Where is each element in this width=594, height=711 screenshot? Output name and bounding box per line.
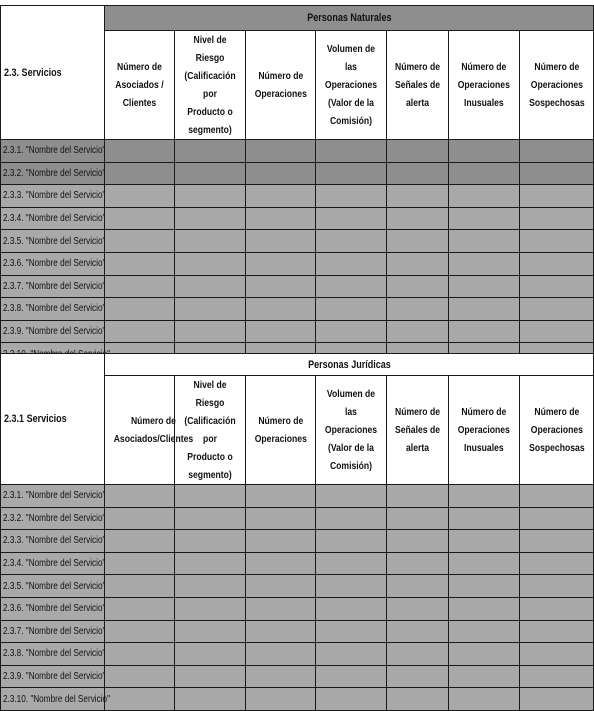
table-cell[interactable]	[246, 575, 316, 598]
table-cell[interactable]	[520, 275, 594, 298]
table-cell[interactable]	[387, 665, 449, 688]
table-cell[interactable]	[175, 162, 246, 185]
table-row	[1, 643, 594, 666]
column-header: Número de Operaciones Inusuales	[449, 376, 520, 485]
row-label[interactable]: 2.3.3. "Nombre del Servicio"	[1, 185, 105, 208]
table-cell[interactable]	[246, 140, 316, 163]
table-cell[interactable]	[449, 597, 520, 620]
row-label[interactable]: 2.3.2. "Nombre del Servicio"	[1, 162, 105, 185]
group-title: Personas Naturales	[105, 6, 594, 31]
table-cell[interactable]	[175, 507, 246, 530]
column-header: Nivel de Riesgo (Calificación por Producto o segmento)	[175, 31, 246, 140]
table-cell[interactable]	[449, 275, 520, 298]
table-cell[interactable]	[316, 230, 387, 253]
table-cell[interactable]	[105, 140, 175, 163]
table-cell[interactable]	[449, 162, 520, 185]
table-cell[interactable]	[105, 688, 175, 711]
table-cell[interactable]	[316, 185, 387, 208]
table-cell[interactable]	[175, 552, 246, 575]
table-row	[1, 162, 594, 185]
table-cell[interactable]	[449, 252, 520, 275]
table-cell[interactable]	[520, 230, 594, 253]
table-cell[interactable]	[246, 320, 316, 343]
table-cell[interactable]	[520, 320, 594, 343]
row-label[interactable]: 2.3.8. "Nombre del Servicio"	[1, 298, 105, 321]
table-cell[interactable]	[105, 320, 175, 343]
table-cell[interactable]	[316, 552, 387, 575]
table-cell[interactable]	[387, 597, 449, 620]
table-cell[interactable]	[246, 620, 316, 643]
table-cell[interactable]	[175, 688, 246, 711]
table-body	[1, 485, 594, 711]
table-cell[interactable]	[387, 620, 449, 643]
table-cell[interactable]	[387, 485, 449, 508]
table-cell[interactable]	[387, 185, 449, 208]
table-cell[interactable]	[105, 185, 175, 208]
table-cell[interactable]	[105, 665, 175, 688]
table-cell[interactable]	[520, 298, 594, 321]
table-row	[1, 620, 594, 643]
table-cell[interactable]	[316, 665, 387, 688]
column-header: Número de Señales de alerta	[387, 31, 449, 140]
table-cell[interactable]	[105, 530, 175, 553]
table-cell[interactable]	[175, 575, 246, 598]
table-cell[interactable]	[105, 552, 175, 575]
table-cell[interactable]	[449, 185, 520, 208]
row-label[interactable]: 2.3.4. "Nombre del Servicio"	[1, 207, 105, 230]
table-cell[interactable]	[449, 230, 520, 253]
table-cell[interactable]	[175, 140, 246, 163]
table-cell[interactable]	[449, 575, 520, 598]
table-cell[interactable]	[387, 575, 449, 598]
table-cell[interactable]	[449, 320, 520, 343]
table-cell[interactable]	[520, 665, 594, 688]
row-label[interactable]: 2.3.4. "Nombre del Servicio"	[1, 552, 105, 575]
row-label[interactable]: 2.3.1. "Nombre del Servicio"	[1, 485, 105, 508]
table-cell[interactable]	[105, 230, 175, 253]
table-cell[interactable]	[449, 207, 520, 230]
table-row	[1, 552, 594, 575]
column-header: Número de Operaciones Sospechosas	[520, 31, 594, 140]
table-cell[interactable]	[520, 530, 594, 553]
column-header: Número de Operaciones Sospechosas	[520, 376, 594, 485]
row-label[interactable]: 2.3.1. "Nombre del Servicio"	[1, 140, 105, 163]
table-row	[1, 320, 594, 343]
table-cell[interactable]	[316, 320, 387, 343]
table-cell[interactable]	[387, 320, 449, 343]
column-header: Número de Señales de alerta	[387, 376, 449, 485]
table-cell[interactable]	[387, 530, 449, 553]
table-row	[1, 298, 594, 321]
row-label[interactable]: 2.3.5. "Nombre del Servicio"	[1, 230, 105, 253]
table-cell[interactable]	[246, 275, 316, 298]
table-cell[interactable]	[175, 597, 246, 620]
column-header: Número de Operaciones Inusuales	[449, 31, 520, 140]
table-cell[interactable]	[105, 620, 175, 643]
table-cell[interactable]	[316, 275, 387, 298]
table-cell[interactable]	[387, 643, 449, 666]
column-header: Volumen de las Operaciones (Valor de la Comisión)	[316, 31, 387, 140]
table-cell[interactable]	[520, 688, 594, 711]
table-cell[interactable]	[449, 665, 520, 688]
table-row	[1, 507, 594, 530]
column-header: Volumen de las Operaciones (Valor de la Comisión)	[316, 376, 387, 485]
table-row	[1, 665, 594, 688]
table-cell[interactable]	[175, 185, 246, 208]
table-cell[interactable]	[449, 552, 520, 575]
table-cell[interactable]	[175, 252, 246, 275]
table-cell[interactable]	[316, 530, 387, 553]
table-cell[interactable]	[175, 320, 246, 343]
table-cell[interactable]	[387, 275, 449, 298]
table-cell[interactable]	[520, 140, 594, 163]
row-label[interactable]: 2.3.9. "Nombre del Servicio"	[1, 320, 105, 343]
table-cell[interactable]	[246, 688, 316, 711]
table-cell[interactable]	[175, 485, 246, 508]
table-cell[interactable]	[520, 485, 594, 508]
table-body	[1, 140, 594, 366]
column-header: Número de Asociados / Clientes	[105, 31, 175, 140]
table-personas-juridicas	[0, 353, 594, 711]
table-cell[interactable]	[105, 597, 175, 620]
table-cell[interactable]	[449, 140, 520, 163]
table-cell[interactable]	[105, 298, 175, 321]
row-label[interactable]: 2.3.6. "Nombre del Servicio"	[1, 597, 105, 620]
table-cell[interactable]	[246, 162, 316, 185]
table-cell[interactable]	[175, 643, 246, 666]
table-cell[interactable]	[387, 298, 449, 321]
column-header: Número de Operaciones	[246, 376, 316, 485]
table-cell[interactable]	[175, 207, 246, 230]
table-cell[interactable]	[105, 485, 175, 508]
table-cell[interactable]	[175, 275, 246, 298]
table-cell[interactable]	[246, 597, 316, 620]
row-label[interactable]: 2.3.9. "Nombre del Servicio"	[1, 665, 105, 688]
table-row	[1, 597, 594, 620]
table-row	[1, 485, 594, 508]
table-cell[interactable]	[520, 162, 594, 185]
table-cell[interactable]	[449, 485, 520, 508]
table-cell[interactable]	[316, 620, 387, 643]
table-cell[interactable]	[105, 162, 175, 185]
table-cell[interactable]	[387, 207, 449, 230]
table-cell[interactable]	[316, 485, 387, 508]
row-label[interactable]: 2.3.5. "Nombre del Servicio"	[1, 575, 105, 598]
table-cell[interactable]	[105, 275, 175, 298]
table-cell[interactable]	[246, 252, 316, 275]
row-label[interactable]: 2.3.10. "Nombre del Servicio"	[1, 688, 105, 711]
table-cell[interactable]	[449, 688, 520, 711]
table-cell[interactable]	[387, 162, 449, 185]
table-cell[interactable]	[387, 140, 449, 163]
table-cell[interactable]	[316, 298, 387, 321]
table-cell[interactable]	[387, 507, 449, 530]
table-cell[interactable]	[175, 530, 246, 553]
table-cell[interactable]	[520, 185, 594, 208]
table-cell[interactable]	[520, 643, 594, 666]
table-cell[interactable]	[246, 643, 316, 666]
group-title: Personas Jurídicas	[105, 354, 594, 376]
table-cell[interactable]	[105, 207, 175, 230]
table-cell[interactable]	[520, 552, 594, 575]
table-cell[interactable]	[316, 688, 387, 711]
table-cell[interactable]	[449, 530, 520, 553]
table-cell[interactable]	[449, 620, 520, 643]
table-cell[interactable]	[175, 230, 246, 253]
table-cell[interactable]	[316, 643, 387, 666]
table-cell[interactable]	[387, 552, 449, 575]
table-cell[interactable]	[105, 507, 175, 530]
table-cell[interactable]	[105, 252, 175, 275]
table-cell[interactable]	[175, 665, 246, 688]
table-cell[interactable]	[316, 162, 387, 185]
row-label[interactable]: 2.3.8. "Nombre del Servicio"	[1, 643, 105, 666]
table-row	[1, 575, 594, 598]
table-cell[interactable]	[246, 485, 316, 508]
table-row	[1, 688, 594, 711]
table-cell[interactable]	[316, 207, 387, 230]
table-cell[interactable]	[316, 507, 387, 530]
table-row	[1, 530, 594, 553]
table-cell[interactable]	[520, 575, 594, 598]
table-cell[interactable]	[246, 552, 316, 575]
row-label[interactable]: 2.3.7. "Nombre del Servicio"	[1, 275, 105, 298]
row-label[interactable]: 2.3.6. "Nombre del Servicio"	[1, 252, 105, 275]
table-cell[interactable]	[246, 207, 316, 230]
table-cell[interactable]	[316, 575, 387, 598]
table-cell[interactable]	[175, 298, 246, 321]
table-row	[1, 230, 594, 253]
table-cell[interactable]	[246, 530, 316, 553]
column-header: Número de Asociados/Clientes	[105, 376, 175, 485]
table-cell[interactable]	[105, 643, 175, 666]
table-cell[interactable]	[449, 643, 520, 666]
table-cell[interactable]	[246, 230, 316, 253]
table-cell[interactable]	[520, 507, 594, 530]
table-cell[interactable]	[246, 298, 316, 321]
table-cell[interactable]	[316, 140, 387, 163]
column-header: Nivel de Riesgo (Calificación por Producto o segmento)	[175, 376, 246, 485]
table-row	[1, 185, 594, 208]
table-cell[interactable]	[449, 507, 520, 530]
table-cell[interactable]	[316, 597, 387, 620]
table-row	[1, 275, 594, 298]
row-label[interactable]: 2.3.7. "Nombre del Servicio"	[1, 620, 105, 643]
table-cell[interactable]	[387, 252, 449, 275]
section-label: 2.3.1 Servicios	[1, 354, 105, 485]
table-cell[interactable]	[316, 252, 387, 275]
row-label[interactable]: 2.3.3. "Nombre del Servicio"	[1, 530, 105, 553]
table-cell[interactable]	[520, 207, 594, 230]
column-header: Número de Operaciones	[246, 31, 316, 140]
table-cell[interactable]	[387, 230, 449, 253]
table-cell[interactable]	[175, 620, 246, 643]
table-cell[interactable]	[105, 575, 175, 598]
table-personas-naturales	[0, 5, 594, 366]
table-cell[interactable]	[246, 507, 316, 530]
table-cell[interactable]	[449, 298, 520, 321]
table-cell[interactable]	[520, 597, 594, 620]
table-cell[interactable]	[520, 252, 594, 275]
section-label: 2.3. Servicios	[1, 6, 105, 140]
table-row	[1, 140, 594, 163]
table-row	[1, 207, 594, 230]
table-row	[1, 252, 594, 275]
table-cell[interactable]	[246, 185, 316, 208]
table-cell[interactable]	[387, 688, 449, 711]
row-label[interactable]: 2.3.2. "Nombre del Servicio"	[1, 507, 105, 530]
table-cell[interactable]	[246, 665, 316, 688]
table-cell[interactable]	[520, 620, 594, 643]
